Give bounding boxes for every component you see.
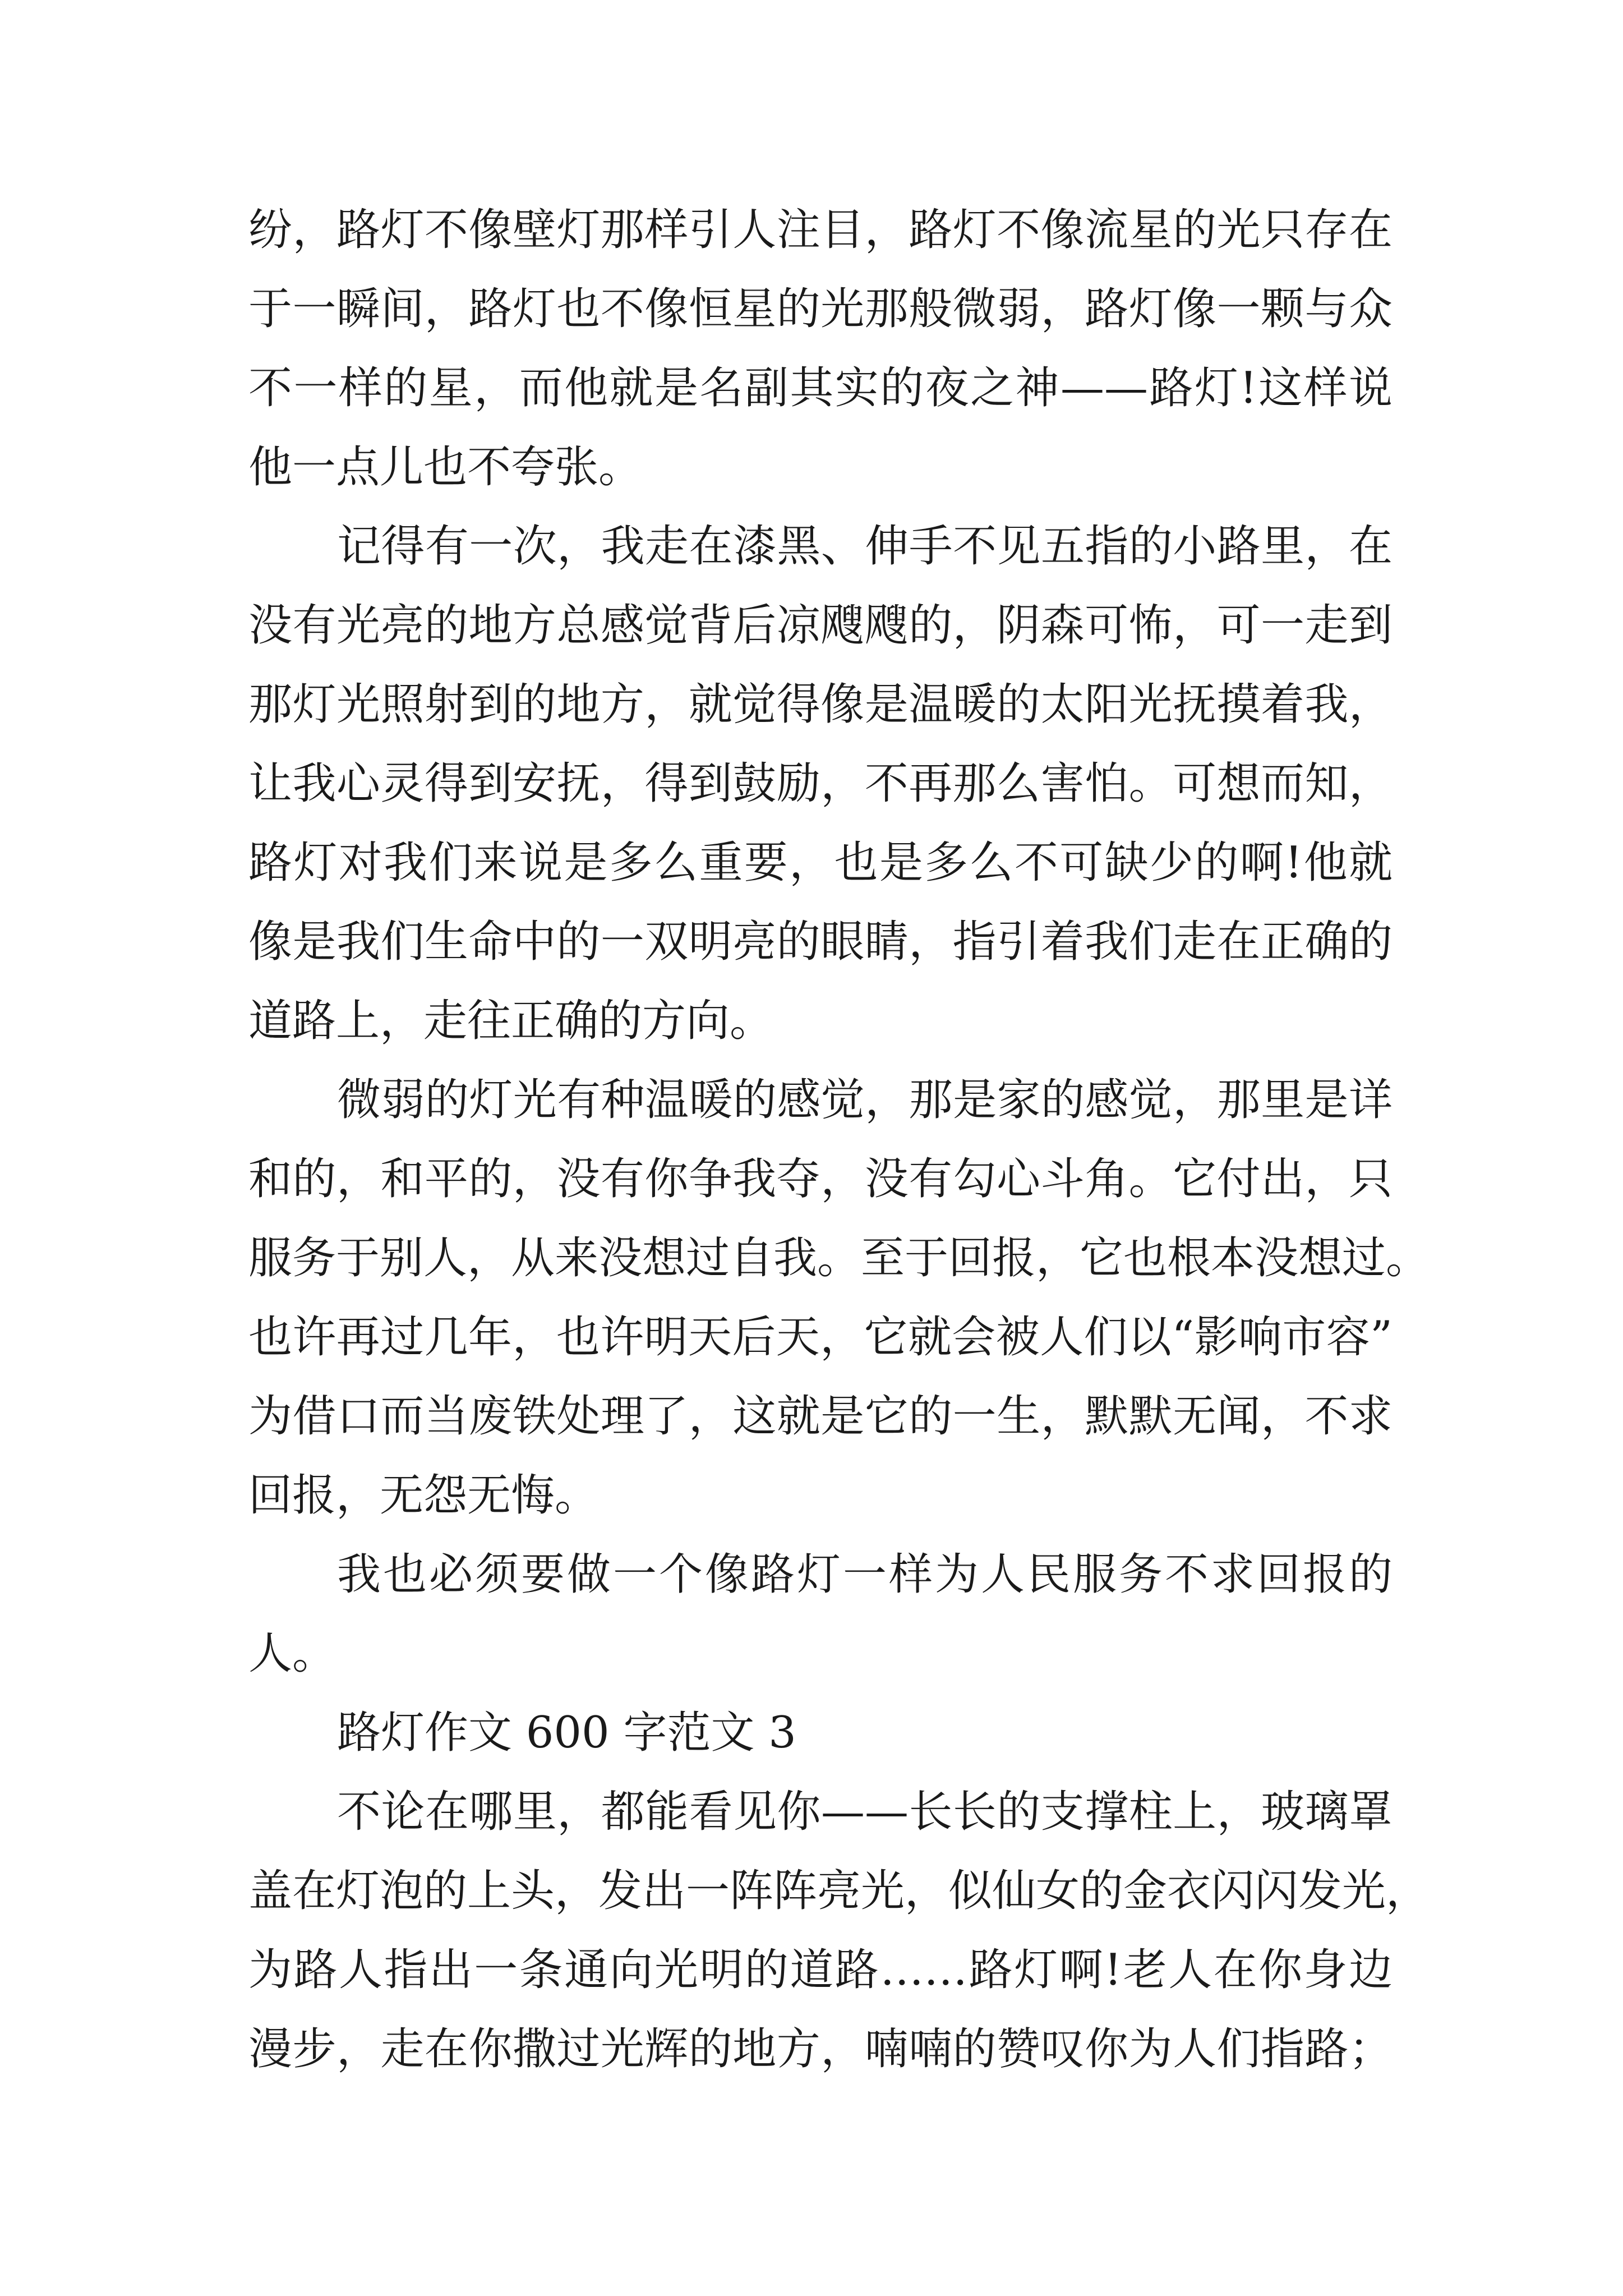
section-heading: 路灯作文 600 字范文 3 (337, 1708, 796, 1758)
text-line: 也许再过几年，也许明天后天，它就会被人们以“影响市容” (248, 1312, 1393, 1363)
text-line: 回报，无怨无悔。 (248, 1470, 599, 1521)
document-body (248, 191, 1430, 2089)
text-line: 和的，和平的，没有你争我夺，没有勾心斗角。它付出，只 (248, 1154, 1393, 1204)
text-line: 纷，路灯不像壁灯那样引人注目，路灯不像流星的光只存在 (248, 205, 1393, 255)
text-line: 不一样的星，而他就是名副其实的夜之神——路灯!这样说 (248, 363, 1393, 413)
text-line: 服务于别人，从来没想过自我。至于回报，它也根本没想过。 (248, 1233, 1430, 1283)
text-line: 那灯光照射到的地方，就觉得像是温暖的太阳光抚摸着我， (248, 679, 1393, 730)
text-line: 他一点儿也不夸张。 (248, 442, 643, 493)
text-line: 漫步，走在你撒过光辉的地方，喃喃的赞叹你为人们指路； (248, 2024, 1393, 2074)
text-line: 为路人指出一条通向光明的道路……路灯啊!老人在你身边 (248, 1945, 1393, 1995)
text-line: 人。 (248, 1628, 336, 1679)
text-line: 像是我们生命中的一双明亮的眼睛，指引着我们走在正确的 (248, 917, 1393, 967)
text-line: 没有光亮的地方总感觉背后凉飕飕的，阴森可怖，可一走到 (248, 600, 1393, 651)
paragraph-first-line: 微弱的灯光有种温暖的感觉，那是家的感觉，那里是详 (337, 1075, 1393, 1125)
paragraph-first-line: 我也必须要做一个像路灯一样为人民服务不求回报的 (337, 1549, 1393, 1600)
text-line: 道路上，走往正确的方向。 (248, 996, 774, 1046)
text-line: 于一瞬间，路灯也不像恒星的光那般微弱，路灯像一颗与众 (248, 284, 1393, 334)
text-line: 盖在灯泡的上头，发出一阵阵亮光，似仙女的金衣闪闪发光， (248, 1866, 1430, 1916)
text-line: 为借口而当废铁处理了，这就是它的一生，默默无闻，不求 (248, 1391, 1393, 1442)
text-line: 路灯对我们来说是多么重要，也是多么不可缺少的啊!他就 (248, 838, 1393, 888)
text-line: 让我心灵得到安抚，得到鼓励，不再那么害怕。可想而知， (248, 758, 1393, 809)
paragraph-first-line: 记得有一次，我走在漆黑、伸手不见五指的小路里，在 (337, 521, 1393, 572)
paragraph-first-line: 不论在哪里，都能看见你——长长的支撑柱上，玻璃罩 (337, 1787, 1393, 1837)
